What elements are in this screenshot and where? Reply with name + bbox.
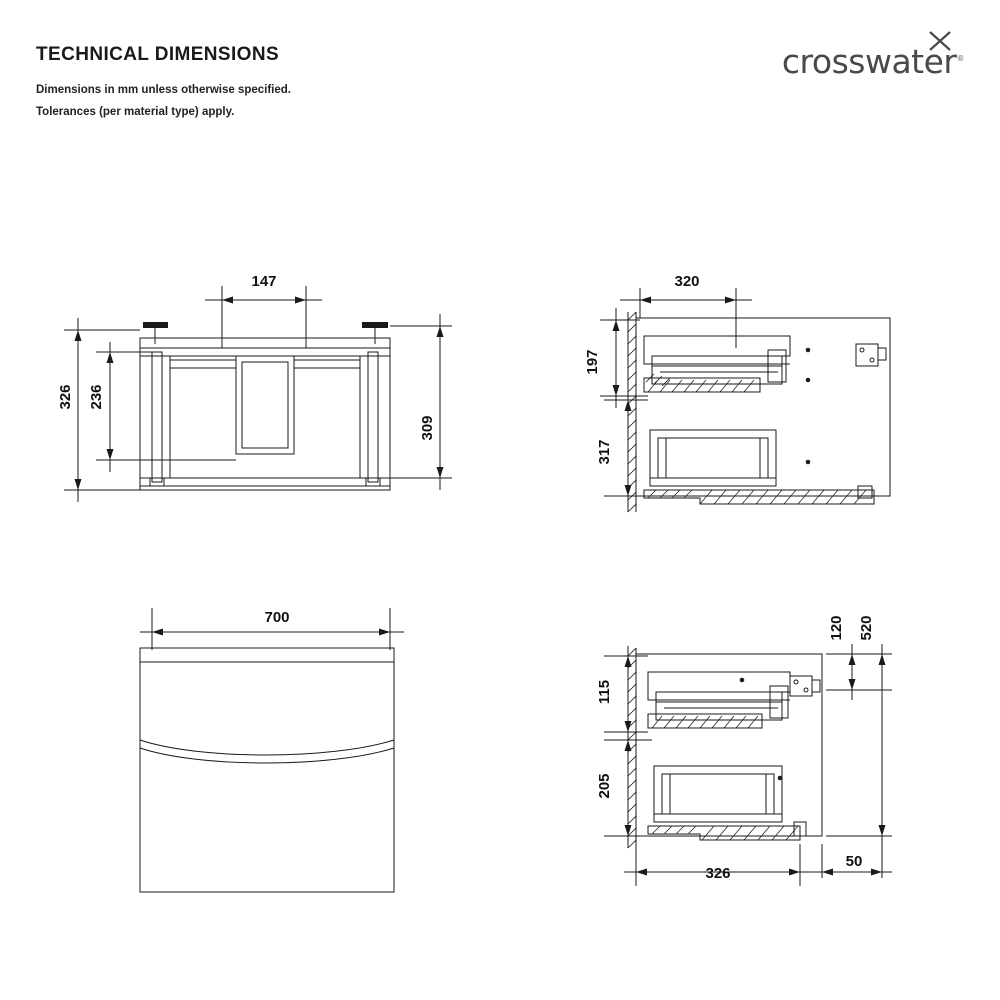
- dim-label-326-bottom: 326: [705, 865, 731, 882]
- side-section-top-geometry: [600, 288, 890, 512]
- dim-label-309: 309: [419, 415, 436, 441]
- dim-label-236: 236: [88, 384, 105, 410]
- note-line-2: Tolerances (per material type) apply.: [36, 106, 235, 118]
- dim-label-50: 50: [845, 853, 863, 870]
- front-elevation-outer-geometry: [140, 608, 404, 892]
- dim-label-326: 326: [57, 384, 74, 410]
- dim-label-120: 120: [828, 615, 845, 641]
- dim-label-317: 317: [596, 439, 613, 465]
- page-title: TECHNICAL DIMENSIONS: [36, 44, 280, 65]
- dim-label-520: 520: [858, 615, 875, 641]
- registered-trademark-icon: ®: [956, 54, 964, 63]
- dim-label-147: 147: [251, 273, 277, 290]
- side-section-bottom-geometry: [604, 644, 892, 886]
- note-line-1: Dimensions in mm unless otherwise specified.: [36, 84, 291, 96]
- front-elevation-internal-geometry: [64, 286, 452, 502]
- dim-label-320: 320: [674, 273, 700, 290]
- dim-label-115: 115: [596, 679, 613, 705]
- dim-label-700: 700: [264, 609, 290, 626]
- dim-label-205: 205: [596, 773, 613, 799]
- dim-label-197: 197: [584, 349, 601, 375]
- brand-name: crosswater: [781, 42, 957, 81]
